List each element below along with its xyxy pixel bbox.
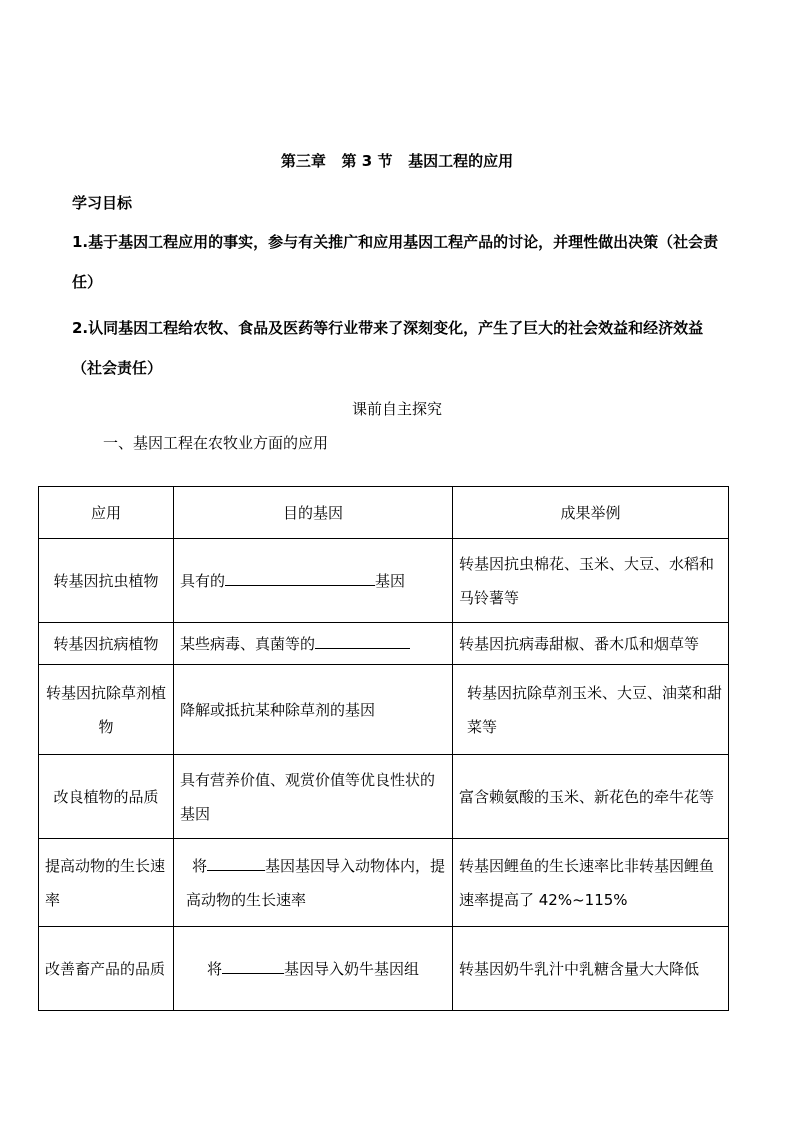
row-example: 转基因抗虫棉花、玉米、大豆、水稻和马铃薯等 xyxy=(453,539,729,623)
table-row xyxy=(39,539,729,623)
table-row xyxy=(39,927,729,1011)
row-application: 转基因抗除草剂植物 xyxy=(39,665,174,755)
row-example: 转基因奶牛乳汁中乳糖含量大大降低 xyxy=(453,927,729,1011)
row-application: 提高动物的生长速率 xyxy=(39,839,174,927)
subsection-heading: 一、基因工程在农牧业方面的应用 xyxy=(103,434,329,452)
header-application: 应用 xyxy=(39,487,174,539)
page-title: 第三章 第 3 节 基因工程的应用 xyxy=(280,152,514,170)
gene-text-before: 具有的 xyxy=(180,571,226,590)
header-target-gene: 目的基因 xyxy=(174,487,453,539)
row-target-gene: 降解或抵抗某种除草剂的基因 xyxy=(174,665,453,755)
gene-text-before: 某些病毒、真菌等的 xyxy=(180,634,316,653)
objective-2: 2.认同基因工程给农牧、食品及医药等行业带来了深刻变化，产生了巨大的社会效益和经济效益（社会责任） xyxy=(72,319,704,377)
gene-text-after: 基因 xyxy=(375,571,406,590)
objective-1: 1.基于基因工程应用的事实，参与有关推广和应用基因工程产品的讨论，并理性做出决策（社会责任） xyxy=(72,233,719,291)
row-application: 改良植物的品质 xyxy=(39,755,174,839)
table-row xyxy=(39,755,729,839)
table-row xyxy=(39,839,729,927)
row-application: 转基因抗病植物 xyxy=(39,623,174,665)
table-row xyxy=(39,665,729,755)
gene-text-after: 基因导入奶牛基因组 xyxy=(284,959,420,978)
row-example: 转基因抗病毒甜椒、番木瓜和烟草等 xyxy=(453,623,729,665)
fill-blank[interactable] xyxy=(222,955,284,974)
row-example: 转基因鲤鱼的生长速率比非转基因鲤鱼速率提高了 42%~115% xyxy=(453,839,729,927)
fill-blank[interactable] xyxy=(225,567,375,586)
header-example: 成果举例 xyxy=(453,487,729,539)
application-table xyxy=(38,486,729,1011)
row-application: 转基因抗虫植物 xyxy=(39,539,174,623)
row-example: 富含赖氨酸的玉米、新花色的牵牛花等 xyxy=(453,755,729,839)
row-target-gene: 具有营养价值、观赏价值等优良性状的基因 xyxy=(174,755,453,839)
table-header-row xyxy=(39,487,729,539)
row-example: 转基因抗除草剂玉米、大豆、油菜和甜菜等 xyxy=(453,665,729,755)
gene-text-before: 将 xyxy=(192,856,208,875)
row-target-gene xyxy=(174,839,453,927)
gene-text-before: 将 xyxy=(206,959,222,978)
table-row xyxy=(39,623,729,665)
row-target-gene xyxy=(174,539,453,623)
row-target-gene xyxy=(174,623,453,665)
row-application: 改善畜产品的品质 xyxy=(39,927,174,1011)
section-heading: 课前自主探究 xyxy=(351,400,442,418)
fill-blank[interactable] xyxy=(315,630,410,649)
fill-blank[interactable] xyxy=(207,852,265,871)
gene-text-after: 基因基因导入动物体内，提高动物的生长速率 xyxy=(186,856,446,909)
objectives-heading: 学习目标 xyxy=(72,194,133,212)
row-target-gene xyxy=(174,927,453,1011)
